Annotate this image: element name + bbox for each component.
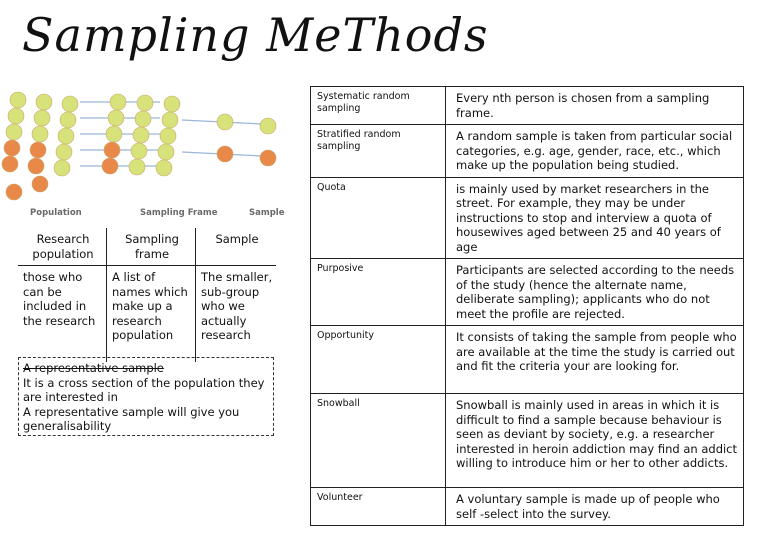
method-row (311, 326, 744, 394)
sample-label: Sample (249, 208, 285, 218)
population-dot (34, 110, 50, 126)
method-row (311, 177, 744, 259)
population-dot (10, 92, 26, 108)
population-label: Population (30, 208, 82, 218)
method-row (311, 259, 744, 326)
representative-line-1: It is a cross section of the population they are interested in (23, 375, 265, 404)
population-dot (6, 124, 22, 140)
population-dot (36, 94, 52, 110)
method-description: is mainly used by market researchers in the street. For example, they may be under instructions to stop and interview a quota of housewives aged between 25 and 40 years of age (446, 177, 744, 259)
header-research-population: Research population (18, 228, 107, 266)
population-dot (56, 144, 72, 160)
frame-dot (158, 144, 174, 160)
methods-table (310, 86, 744, 526)
method-row (311, 125, 744, 178)
method-term: Systematic random sampling (311, 87, 446, 125)
method-row (311, 488, 744, 526)
method-description: Participants are selected according to the needs of the study (hence the alternate name, deliberate sampling); applicants who do not meet the profile are rejected. (446, 259, 744, 326)
frame-dot (156, 160, 172, 176)
representative-sample-box (18, 357, 274, 436)
frame-dot (129, 159, 145, 175)
frame-dot (133, 127, 149, 143)
method-term: Quota (311, 177, 446, 259)
method-description: A random sample is taken from particular social categories, e.g. age, gender, race, etc., which make up the population being studied. (446, 125, 744, 178)
frame-dot (160, 128, 176, 144)
table-row (18, 266, 276, 363)
method-description: Snowball is mainly used in areas in which it is difficult to find a sample because behaviour is seen as deviant by society, e.g. a researcher interested in heroin addiction may find an addict willing to introduce him or her to other addicts. (446, 394, 744, 488)
header-sampling-frame: Sampling frame (107, 228, 196, 266)
sampling-illustration (0, 88, 290, 223)
page-title: Sampling MeThods (22, 8, 489, 62)
cell-sample: The smaller, sub-group who we actually research (201, 270, 273, 342)
frame-dot (102, 158, 118, 174)
method-row (311, 394, 744, 488)
frame-dot (137, 95, 153, 111)
method-description: It consists of taking the sample from people who are available at the time the study is carried out and fit the criteria your are looking for. (446, 326, 744, 394)
method-row (311, 87, 744, 125)
method-description: Every nth person is chosen from a sampling frame. (446, 87, 744, 125)
header-sample: Sample (196, 228, 277, 266)
population-dot (62, 96, 78, 112)
method-description: A voluntary sample is made up of people who self -select into the survey. (446, 488, 744, 526)
population-dot (4, 140, 20, 156)
cell-sampling-frame: A list of names which make up a research population (107, 266, 196, 363)
population-dot (2, 156, 18, 172)
population-dot (58, 128, 74, 144)
frame-dot (104, 142, 120, 158)
sample-dot (217, 114, 233, 130)
cell-research-population: those who can be included in the research (18, 266, 107, 363)
representative-heading: A representative sample (23, 361, 164, 375)
method-term: Snowball (311, 394, 446, 488)
population-dot (6, 184, 22, 200)
frame-dot (135, 111, 151, 127)
sampling-frame-label: Sampling Frame (140, 208, 218, 218)
frame-dot (108, 110, 124, 126)
sample-dot (260, 150, 276, 166)
population-dot (28, 158, 44, 174)
method-term: Purposive (311, 259, 446, 326)
population-dot (32, 126, 48, 142)
population-dot (32, 176, 48, 192)
sample-dot (217, 146, 233, 162)
sampling-terms-table (18, 228, 276, 362)
frame-dot (164, 96, 180, 112)
frame-dot (131, 143, 147, 159)
method-term: Opportunity (311, 326, 446, 394)
method-term: Stratified random sampling (311, 125, 446, 178)
method-term: Volunteer (311, 488, 446, 526)
table-header-row (18, 228, 276, 266)
frame-dot (110, 94, 126, 110)
population-dot (30, 142, 46, 158)
population-dot (8, 108, 24, 124)
frame-dot (106, 126, 122, 142)
population-dot (54, 160, 70, 176)
sample-dot (260, 118, 276, 134)
population-dot (60, 112, 76, 128)
frame-dot (162, 112, 178, 128)
representative-line-2: A representative sample will give you generalisability (23, 404, 240, 433)
